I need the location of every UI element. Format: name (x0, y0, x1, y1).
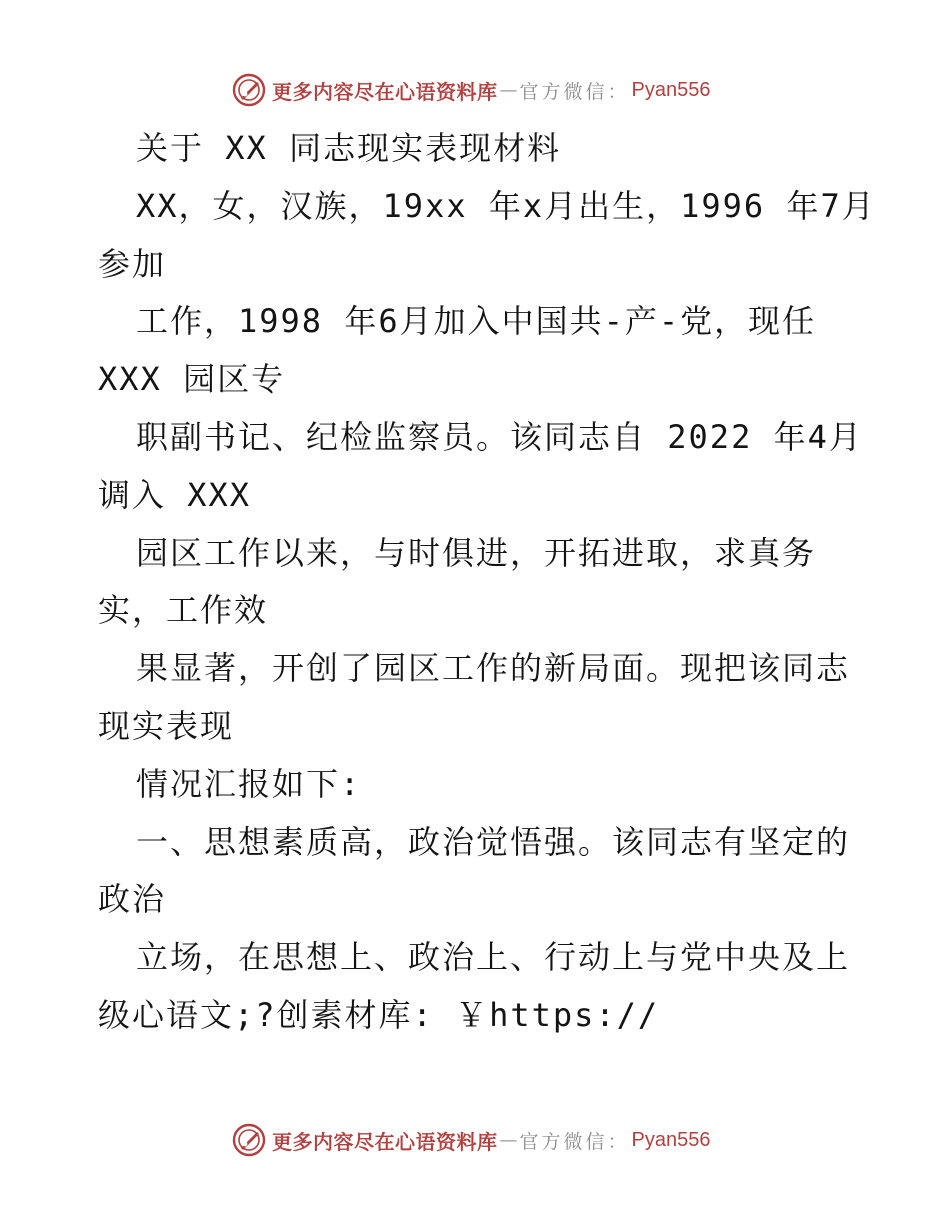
body-line: 参加 (98, 244, 167, 283)
body-line: 实，工作效 (98, 591, 269, 630)
body-line: 园区工作以来，与时俱进，开拓进取，求真务 (136, 533, 817, 572)
body-line: 现实表现 (98, 706, 235, 745)
banner-dash: — (499, 79, 518, 101)
body-line: 级心语文;?创素材库: ￥https:// (98, 995, 660, 1034)
body-line: XX，女，汉族，19xx 年x月出生，1996 年7月 (136, 186, 876, 225)
banner-site-name: 更多内容尽在心语资料库 (272, 1129, 498, 1154)
body-line: 情况汇报如下: (136, 764, 362, 803)
footer-watermark-banner (232, 1122, 710, 1158)
body-line: 政治 (98, 880, 167, 919)
body-line: 果显著，开创了园区工作的新局面。现把该同志 (136, 649, 851, 688)
brand-logo-icon (232, 1123, 266, 1157)
banner-site-name: 更多内容尽在心语资料库 (272, 79, 498, 104)
banner-wechat-label: 官方微信： (519, 80, 630, 103)
document-body (98, 120, 878, 1045)
body-line: 立场，在思想上、政治上、行动上与党中央及上 (136, 938, 851, 977)
banner-wechat-id: Pyan556 (631, 78, 711, 101)
body-line: 关于 XX 同志现实表现材料 (136, 129, 562, 167)
body-line: 工作，1998 年6月加入中国共-产-党，现任 (136, 302, 817, 341)
body-line: XXX 园区专 (98, 360, 286, 399)
header-watermark-banner (232, 72, 710, 108)
body-line: 调入 XXX (98, 475, 252, 514)
banner-dash: — (499, 1129, 518, 1151)
body-line: 职副书记、纪检监察员。该同志自 2022 年4月 (136, 417, 863, 456)
body-line: 一、思想素质高，政治觉悟强。该同志有坚定的 (136, 822, 851, 861)
brand-logo-icon (232, 73, 266, 107)
banner-wechat-label: 官方微信： (519, 1130, 630, 1153)
banner-wechat-id: Pyan556 (631, 1128, 711, 1151)
